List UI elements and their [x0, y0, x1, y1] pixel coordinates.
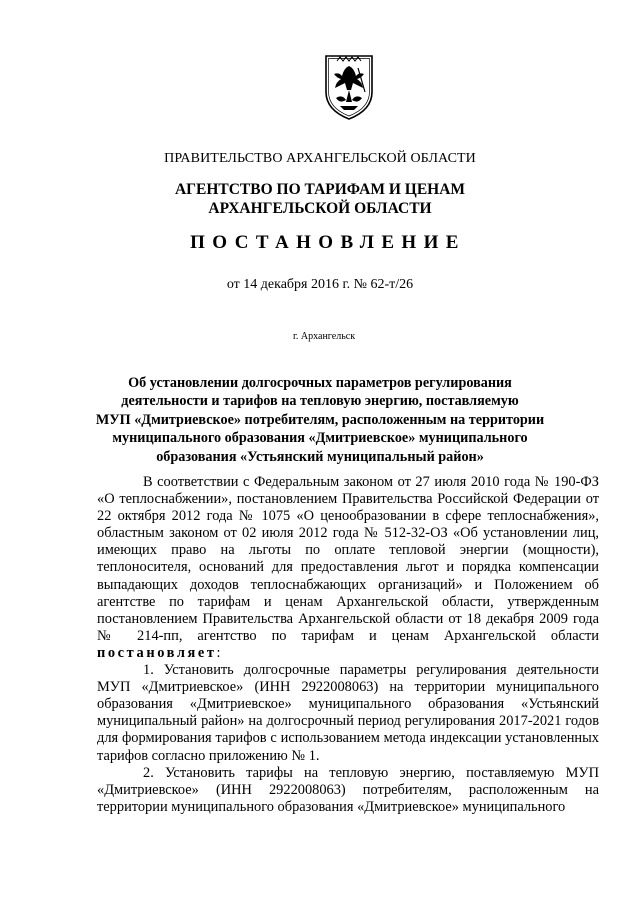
preamble-paragraph — [97, 474, 599, 662]
decides-word: постановляет — [97, 644, 217, 661]
subject-line: деятельности и тарифов на тепловую энергию, поставляемую — [121, 393, 519, 410]
agency-line-2: АРХАНГЕЛЬСКОЙ ОБЛАСТИ — [208, 200, 432, 217]
preamble-text: В соответствии с Федеральным законом от 27 июля 2010 года № 190-ФЗ «О теплоснабжении», постановлением Правительства Российской Федерации от 22 октября 2012 года № 1075 «О ценообразовании в сфере теплоснабжения», областным законом от 02 июля 2012 года № 512-32-ОЗ «Об установлении лиц, имеющих право на льготы по оплате тепловой энергии (мощности), теплоносителя, оснований для предоставления льгот и порядка компенсации выпадающих доходов теплоснабжающих организаций» и Положением об агентстве по тарифам и ценам Архангельской области, утвержденным постановлением Правительства Архангельской области от 18 декабря 2009 года № 214-пп, агентство по тарифам и ценам Архангельской области — [97, 474, 599, 644]
agency-line-1: АГЕНТСТВО ПО ТАРИФАМ И ЦЕНАМ — [174, 181, 466, 198]
subject-line: муниципального образования «Дмитриевское» муниципального — [112, 430, 528, 447]
subject-line: образования «Устьянский муниципальный район» — [156, 448, 484, 465]
city: г. Архангельск — [292, 331, 356, 342]
date-and-number: от 14 декабря 2016 г. № 62-т/26 — [226, 277, 414, 292]
subject-line: Об установлении долгосрочных параметров регулирования — [128, 375, 512, 391]
government-name: ПРАВИТЕЛЬСТВО АРХАНГЕЛЬСКОЙ ОБЛАСТИ — [164, 151, 476, 166]
coat-of-arms-icon — [322, 52, 376, 122]
document-subject — [0, 374, 640, 466]
item-1-paragraph: 1. Установить долгосрочные параметры регулирования деятельности МУП «Дмитриевское» (ИНН 2922008063) на территории муниципального образования «Дмитриевское» муниципального образования «Устьянский муниципальный район» на долгосрочный период регулирования 2017-2021 годов для формирования тарифов с использованием метода индексации установленных тарифов согласно приложению № 1. — [97, 662, 599, 764]
agency-name — [0, 180, 640, 218]
subject-line: МУП «Дмитриевское» потребителям, расположенным на территории — [95, 411, 545, 428]
item-2-paragraph: 2. Установить тарифы на тепловую энергию, поставляемую МУП «Дмитриевское» (ИНН 2922008063) потребителям, расположенным на территории муниципального образования «Дмитриевское» муниципального — [97, 764, 599, 815]
decides-suffix: : — [216, 644, 221, 661]
document-body — [97, 474, 599, 816]
document-type: ПОСТАНОВЛЕНИЕ — [190, 232, 466, 253]
